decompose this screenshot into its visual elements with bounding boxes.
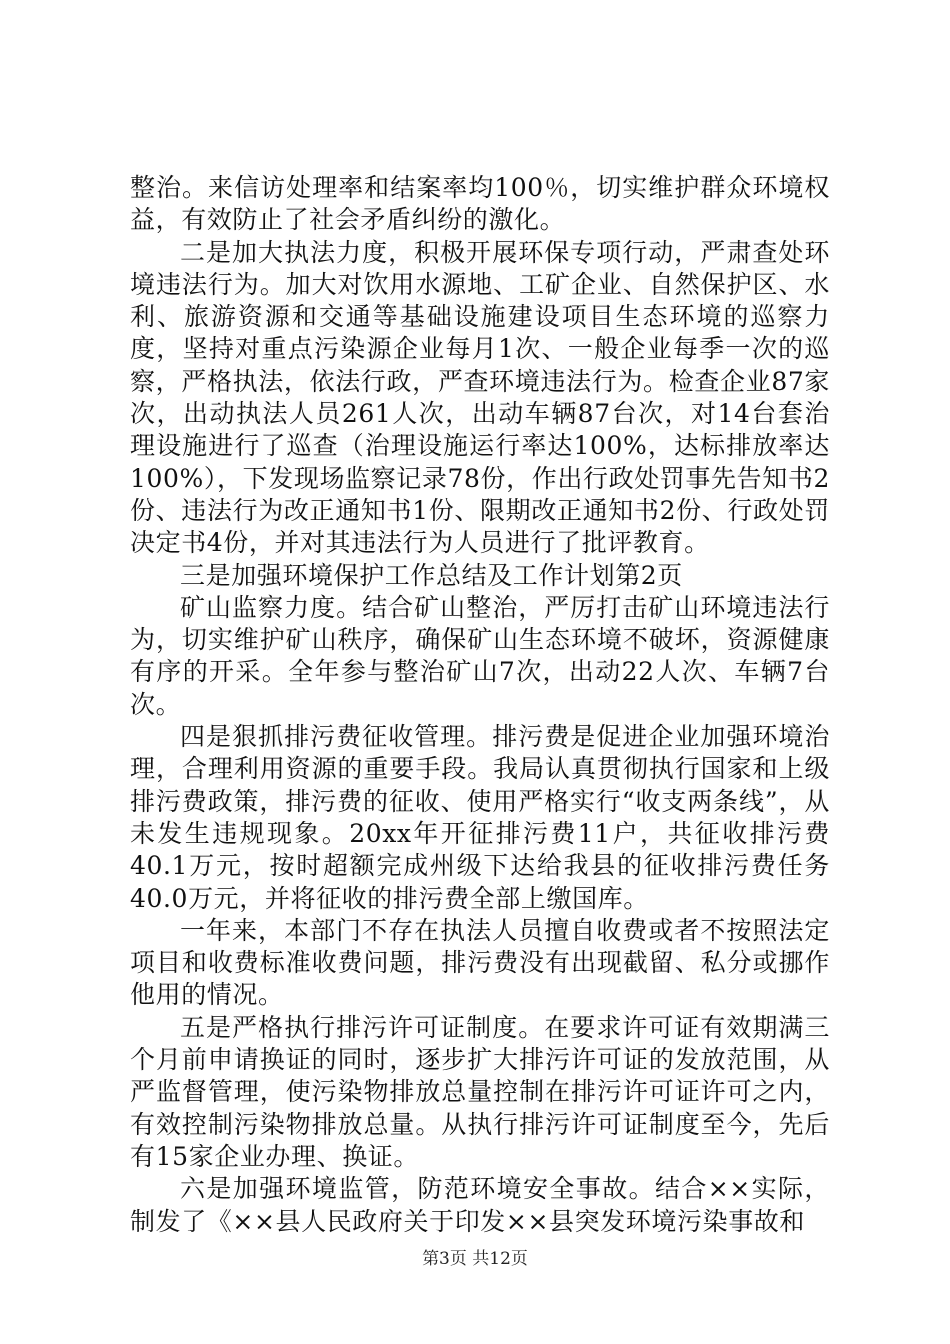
page-number-footer: 第3页 共12页 (422, 1249, 528, 1269)
paragraph: 一年来，本部门不存在执法人员擅自收费或者不按照法定项目和收费标准收费问题，排污费没有出现截留、私分或挪作他用的情况。 (130, 915, 830, 1010)
paragraph: 五是严格执行排污许可证制度。在要求许可证有效期满三个月前申请换证的同时，逐步扩大排污许可证的发放范围，从严监督管理，使污染物排放总量控制在排污许可证许可之内，有效控制污染物排放总量。从执行排污许可证制度至今，先后有15家企业办理、换证。 (130, 1012, 830, 1171)
paragraph: 整治。来信访处理率和结案率均100％，切实维护群众环境权益，有效防止了社会矛盾纠纷的激化。 (130, 173, 830, 235)
paragraph: 六是加强环境监管，防范环境安全事故。结合××实际，制发了《××县人民政府关于印发××县突发环境污染事故和 (130, 1174, 830, 1236)
paragraph: 三是加强环境保护工作总结及工作计划第2页 (180, 560, 683, 590)
document-body (130, 172, 830, 1238)
paragraph: 矿山监察力度。结合矿山整治，严厉打击矿山环境违法行为，切实维护矿山秩序，确保矿山生态环境不破坏，资源健康有序的开采。全年参与整治矿山7次，出动22人次、车辆7台次。 (130, 592, 830, 719)
paragraph: 二是加大执法力度，积极开展环保专项行动，严肃查处环境违法行为。加大对饮用水源地、工矿企业、自然保护区、水利、旅游资源和交通等基础设施建设项目生态环境的巡察力度，坚持对重点污染源企业每月1次、一般企业每季一次的巡察，严格执法，依法行政，严查环境违法行为。检查企业87家次，出动执法人员261人次，出动车辆87台次，对14台套治理设施进行了巡查（治理设施运行率达100%，达标排放率达100%），下发现场监察记录78份，作出行政处罚事先告知书2份、违法行为改正通知书1份、限期改正通知书2份、行政处罚决定书4份，并对其违法行为人员进行了批评教育。 (130, 237, 830, 558)
paragraph: 四是狠抓排污费征收管理。排污费是促进企业加强环境治理，合理利用资源的重要手段。我局认真贯彻执行国家和上级排污费政策，排污费的征收、使用严格实行“收支两条线”，从未发生违规现象。20xx年开征排污费11户，共征收排污费40.1万元，按时超额完成州级下达给我县的征收排污费任务40.0万元，并将征收的排污费全部上缴国库。 (130, 722, 830, 913)
